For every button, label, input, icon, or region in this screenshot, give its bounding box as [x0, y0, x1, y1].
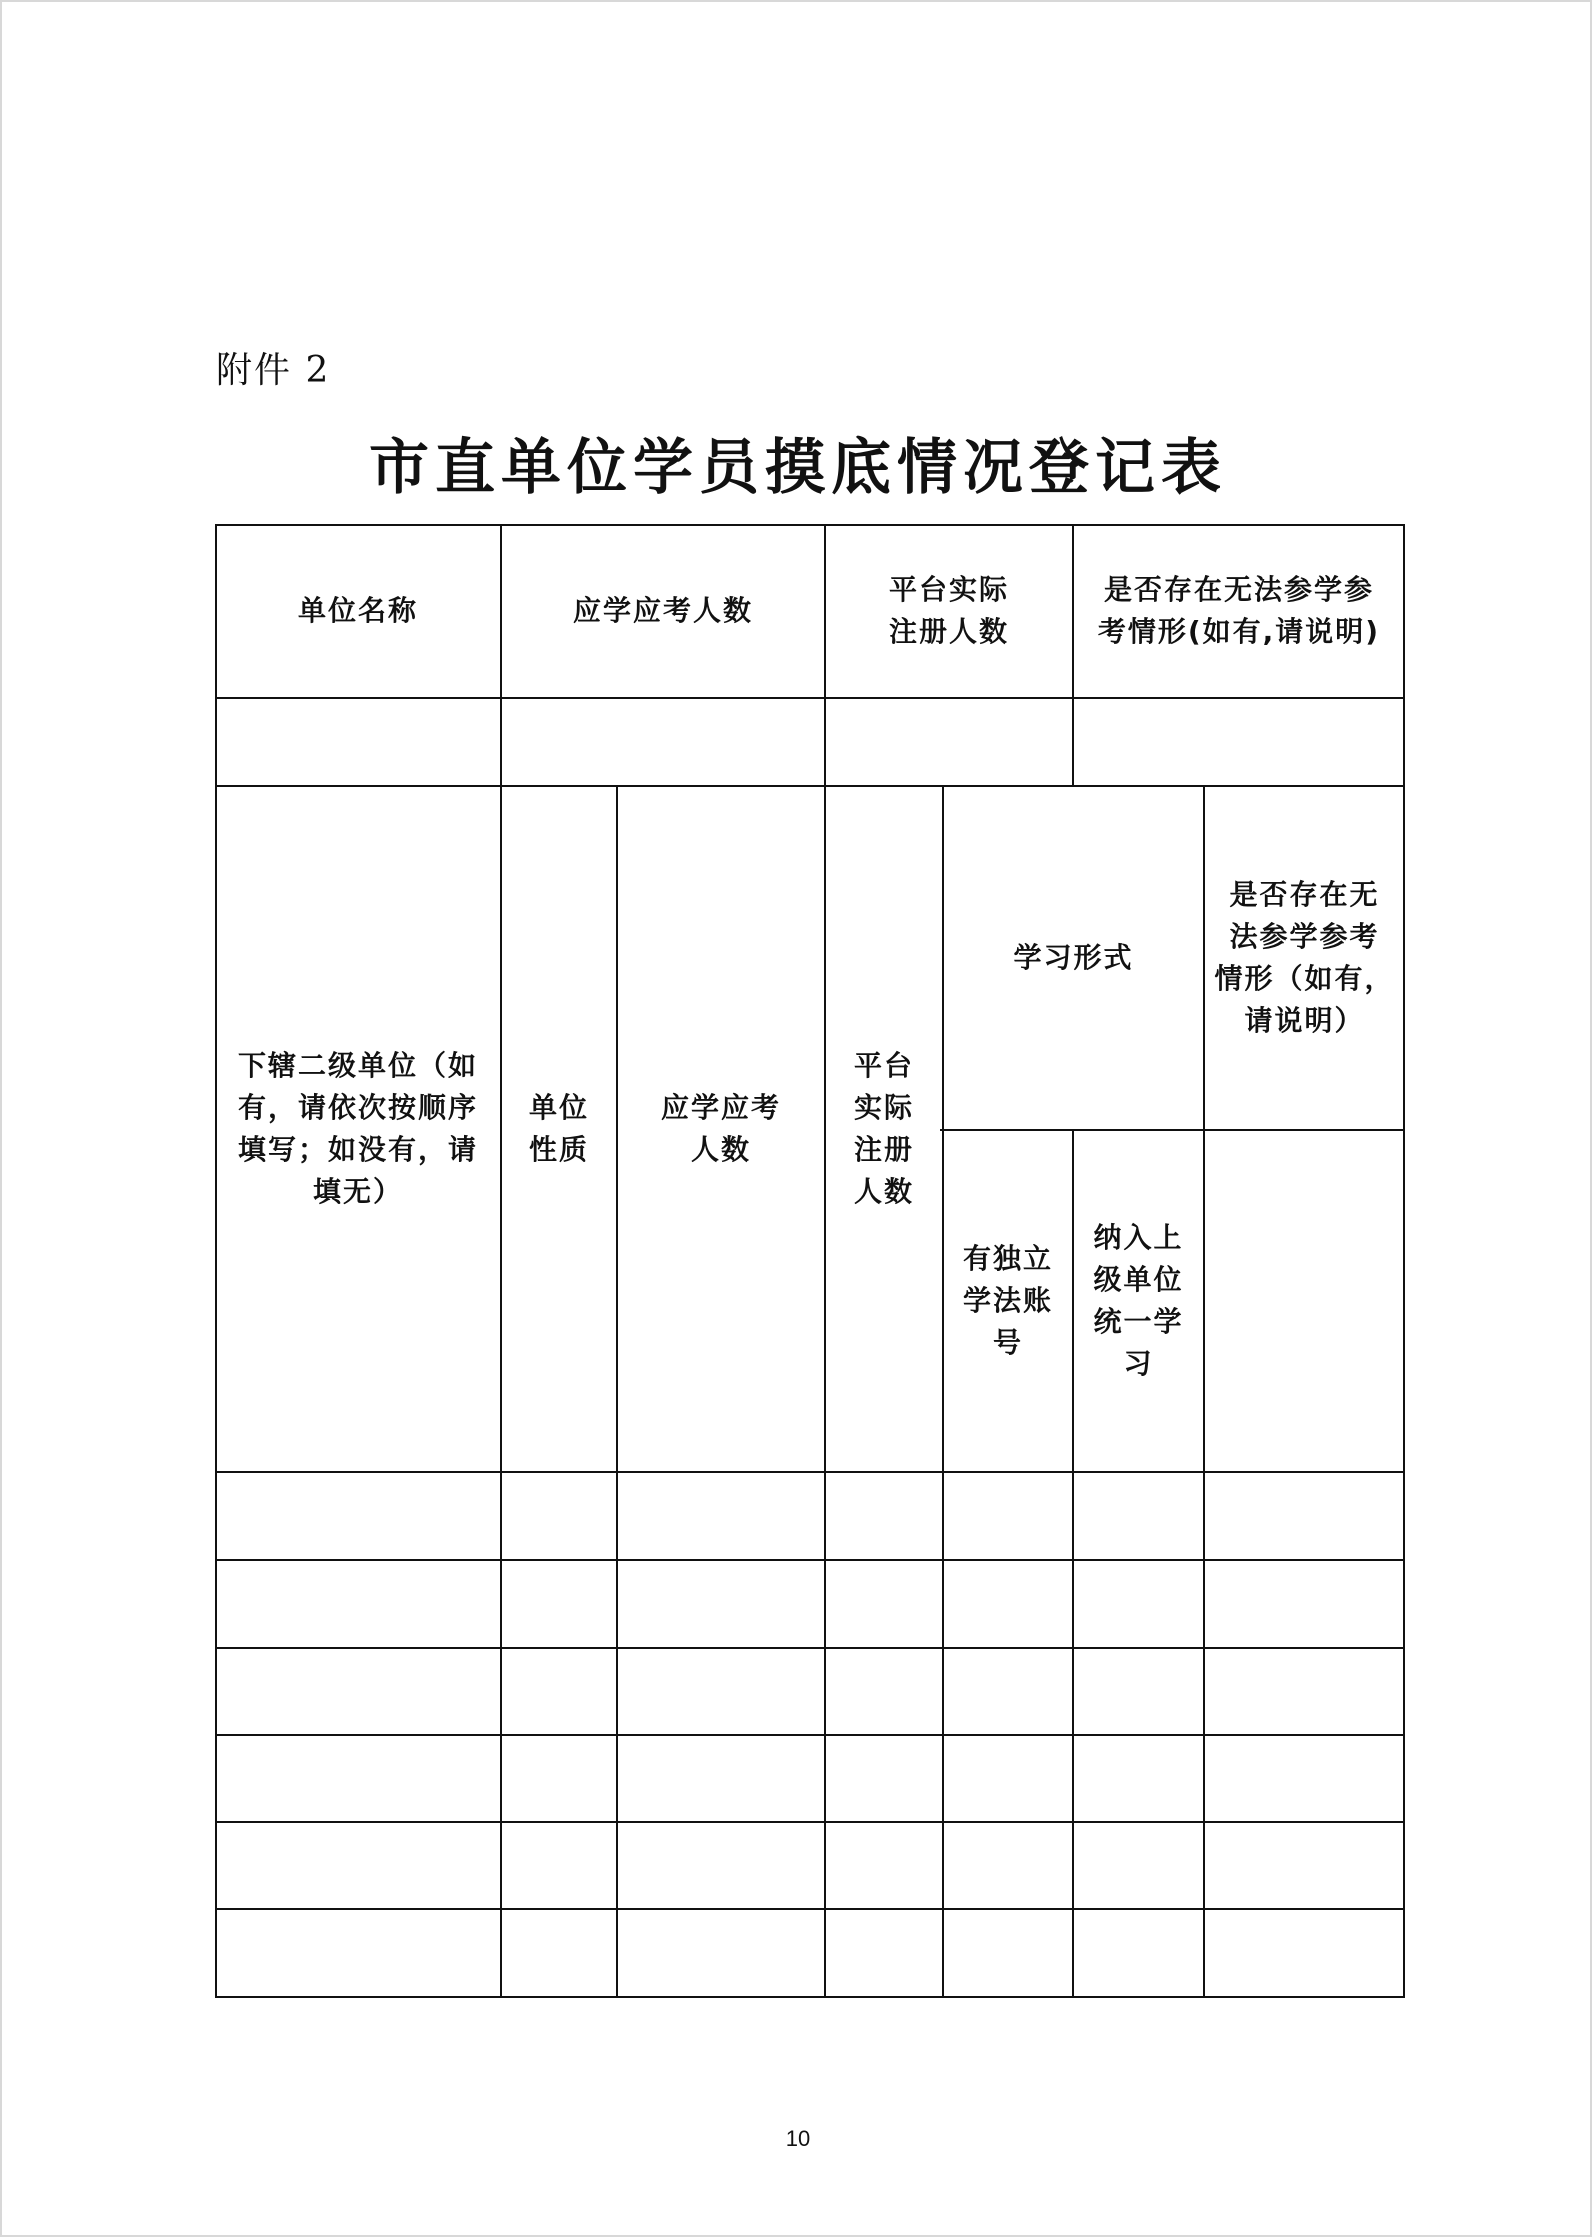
header-unable-situation: 是否存在无法参学参 考情形(如有,请说明): [1097, 573, 1381, 648]
annex-label: 附件 2: [216, 350, 331, 391]
header-sub-unit: 下辖二级单位（如 有，请依次按顺序 填写；如没有，请 填无）: [237, 1049, 478, 1208]
header-unit-name: 单位名称: [297, 594, 418, 627]
header-sub-unable-situation: 是否存在无 法参学参考 情形（如有， 请说明）: [1214, 878, 1395, 1037]
header-independent-account: 有独立 学法账 号: [962, 1242, 1053, 1359]
header-unified-study: 纳入上 级单位 统一学 习: [1093, 1221, 1184, 1380]
header-sub-registered-count: 平台 实际 注册 人数: [853, 1049, 914, 1208]
header-registered-count: 平台实际 注册人数: [888, 573, 1009, 648]
registration-table: [215, 524, 1405, 1998]
header-sub-required-count: 应学应考 人数: [660, 1091, 781, 1166]
header-required-count: 应学应考人数: [572, 594, 753, 627]
form-title: 市直单位学员摸底情况登记表: [369, 433, 1227, 503]
page-number: 10: [785, 2126, 811, 2151]
header-unit-type: 单位 性质: [528, 1091, 589, 1166]
header-study-form: 学习形式: [1013, 941, 1134, 974]
